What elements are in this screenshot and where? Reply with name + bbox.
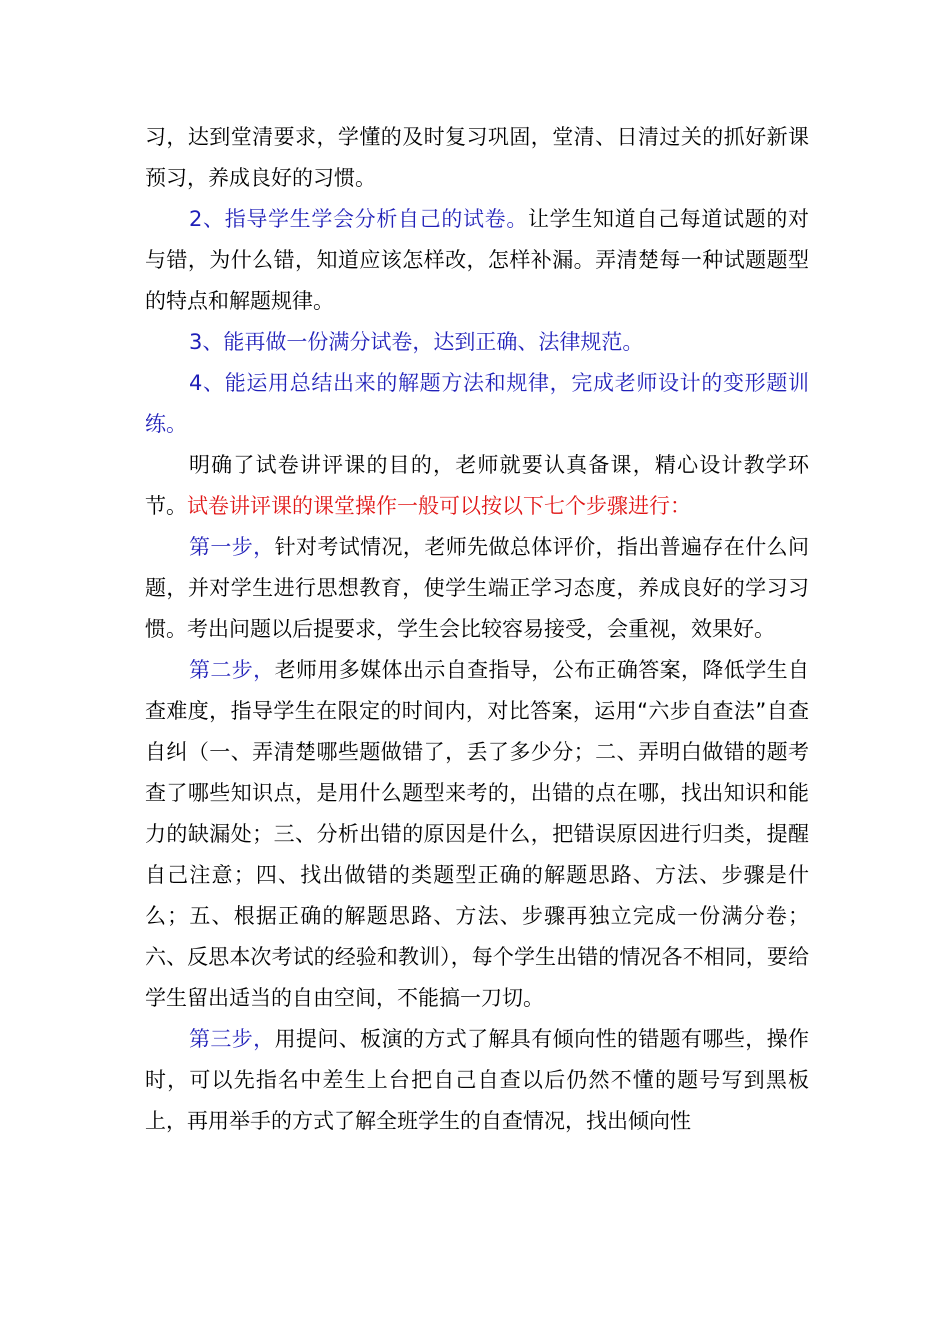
paragraph-step-1 bbox=[145, 527, 809, 650]
paragraph-5-highlight: 试卷讲评课的课堂操作一般可以按以下七个步骤进行： bbox=[187, 494, 691, 518]
paragraph-2-heading: 2、指导学生学会分析自己的试卷。 bbox=[189, 207, 529, 231]
step-1-heading: 第一步， bbox=[189, 535, 275, 559]
paragraph-2 bbox=[145, 199, 809, 322]
step-3-text: 用提问、板演的方式了解具有倾向性的错题有哪些，操作时，可以先指名中差生上台把自己自查以后仍然不懂的题号写到黑板上，再用举手的方式了解全班学生的自查情况，找出倾向性 bbox=[145, 1027, 810, 1133]
paragraph-4 bbox=[145, 363, 809, 445]
paragraph-3-text: 3、能再做一份满分试卷，达到正确、法律规范。 bbox=[189, 330, 644, 354]
paragraph-1-text: 习，达到堂清要求，学懂的及时复习巩固，堂清、日清过关的抓好新课预习，养成良好的习惯。 bbox=[145, 125, 809, 190]
paragraph-step-3 bbox=[145, 1019, 809, 1142]
paragraph-1 bbox=[145, 117, 809, 199]
paragraph-4-text: 4、能运用总结出来的解题方法和规律，完成老师设计的变形题训练。 bbox=[145, 371, 809, 436]
document-page bbox=[145, 117, 809, 1142]
paragraph-3 bbox=[145, 322, 809, 363]
step-1-text: 针对考试情况，老师先做总体评价，指出普遍存在什么问题，并对学生进行思想教育，使学生端正学习态度，养成良好的学习习惯。考出问题以后提要求，学生会比较容易接受，会重视，效果好。 bbox=[145, 535, 810, 641]
step-2-text: 老师用多媒体出示自查指导，公布正确答案，降低学生自查难度，指导学生在限定的时间内，对比答案，运用“六步自查法”自查自纠（一、弄清楚哪些题做错了，丢了多少分；二、弄明白做错的题考查了哪些知识点，是用什么题型来考的，出错的点在哪，找出知识和能力的缺漏处；三、分析出错的原因是什么，把错误原因进行归类，提醒自己注意；四、找出做错的类题型正确的解题思路、方法、步骤是什么；五、根据正确的解题思路、方法、步骤再独立完成一份满分卷；六、反思本次考试的经验和教训），每个学生出错的情况各不相同，要给学生留出适当的自由空间，不能搞一刀切。 bbox=[145, 658, 810, 1010]
paragraph-2-text: 让学生知道自己每道试题的对与错，为什么错，知道应该怎样改，怎样补漏。弄清楚每一种试题题型的特点和解题规律。 bbox=[145, 207, 809, 313]
step-2-heading: 第二步， bbox=[189, 658, 275, 682]
paragraph-5-text: 明确了试卷讲评课的目的，老师就要认真备课，精心设计教学环节。 bbox=[145, 453, 809, 518]
step-3-heading: 第三步， bbox=[189, 1027, 275, 1051]
paragraph-step-2 bbox=[145, 650, 809, 1019]
paragraph-5 bbox=[145, 445, 809, 527]
